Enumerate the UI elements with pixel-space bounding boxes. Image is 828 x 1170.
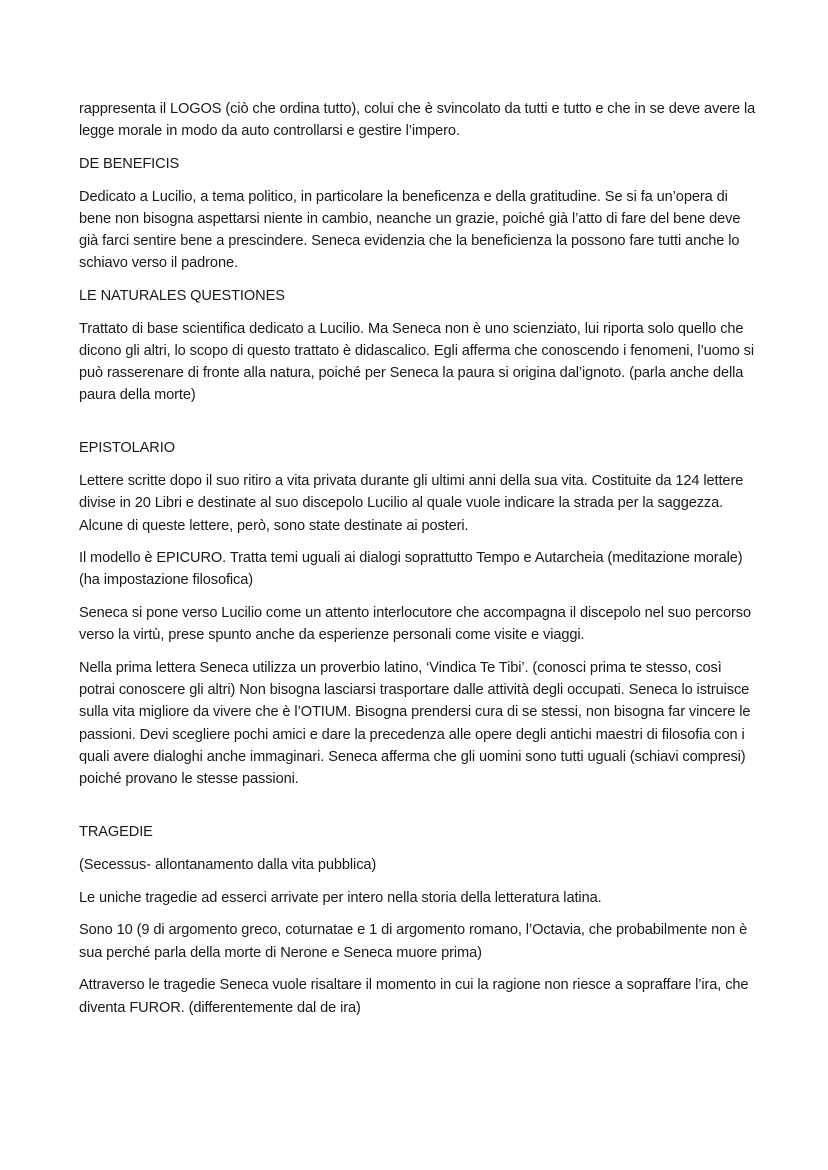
- paragraph-tragedie-numero: Sono 10 (9 di argomento greco, coturnatae e 1 di argomento romano, l’Octavia, che probabilmente non è sua perché parla della morte di Nerone e Seneca muore prima): [79, 922, 748, 961]
- paragraph-tragedie-furor: Attraverso le tragedie Seneca vuole risaltare il momento in cui la ragione non riesce a sopraffare l’ira, che diventa FUROR. (differentemente dal de ira): [79, 977, 749, 1016]
- paragraph-tragedie-uniche: Le uniche tragedie ad esserci arrivate per intero nella storia della letteratura latina.: [79, 889, 602, 906]
- paragraph-de-beneficis: Dedicato a Lucilio, a tema politico, in particolare la beneficenza e della gratitudine. Se si fa un’opera di bene non bisogna aspettarsi niente in cambio, neanche un grazie, poiché già l’atto di fare del bene deve già farci sentire bene a prescindere. Seneca evidenzia che la beneficienza la possono fare tutti anche lo schiavo verso il padrone.: [79, 188, 741, 272]
- paragraph-epistolario-lucilio: Seneca si pone verso Lucilio come un attento interlocutore che accompagna il discepolo nel suo percorso verso la virtù, prese spunto anche da esperienze personali come visite e viaggi.: [79, 605, 751, 644]
- paragraph-epistolario-modello: Il modello è EPICURO. Tratta temi uguali ai dialogi soprattutto Tempo e Autarcheia (meditazione morale) (ha impostazione filosofica): [79, 550, 743, 589]
- paragraph-epistolario-lettere: Lettere scritte dopo il suo ritiro a vita privata durante gli ultimi anni della sua vita. Costituite da 124 lettere divise in 20 Libri e destinate al suo discepolo Lucilio al quale vuole indicare la strada per la saggezza. Alcune di queste lettere, però, sono state destinate ai posteri.: [79, 473, 744, 534]
- heading-epistolario: EPISTOLARIO: [79, 440, 175, 457]
- heading-tragedie: TRAGEDIE: [79, 824, 153, 841]
- paragraph-epistolario-prima-lettera: Nella prima lettera Seneca utilizza un proverbio latino, ‘Vindica Te Tibi’. (conosci prima te stesso, così potrai conoscere gli altri) Non bisogna lasciarsi trasportare dalle attività degli occupati. Seneca lo istruisce sulla vita migliore da vivere che è l’OTIUM. Bisogna prendersi cura di se stessi, non bisogna far vincere le passioni. Devi scegliere pochi amici e dare la precedenza alle opere degli antichi maestri di filosofia con i quali avere dialoghi anche immaginari. Seneca afferma che gli uomini sono tutti uguali (schiavi compresi) poiché provano le stesse passioni.: [79, 660, 751, 788]
- paragraph-naturales-questiones: Trattato di base scientifica dedicato a Lucilio. Ma Seneca non è uno scienziato, lui riporta solo quello che dicono gli altri, lo scopo di questo trattato è didascalico. Egli afferma che conoscendo i fenomeni, l’uomo si può rasserenare di fronte alla natura, poiché per Seneca la paura si origina dal’ignoto. (parla anche della paura della morte): [79, 320, 755, 404]
- heading-de-beneficis: DE BENEFICIS: [79, 155, 180, 172]
- paragraph-logos: rappresenta il LOGOS (ciò che ordina tutto), colui che è svincolato da tutti e tutto e che in se deve avere la legge morale in modo da auto controllarsi e gestire l’impero.: [79, 101, 756, 140]
- document-page: [79, 98, 759, 1029]
- heading-naturales-questiones: LE NATURALES QUESTIONES: [79, 287, 285, 304]
- paragraph-tragedie-secessus: (Secessus- allontanamento dalla vita pubblica): [79, 856, 377, 873]
